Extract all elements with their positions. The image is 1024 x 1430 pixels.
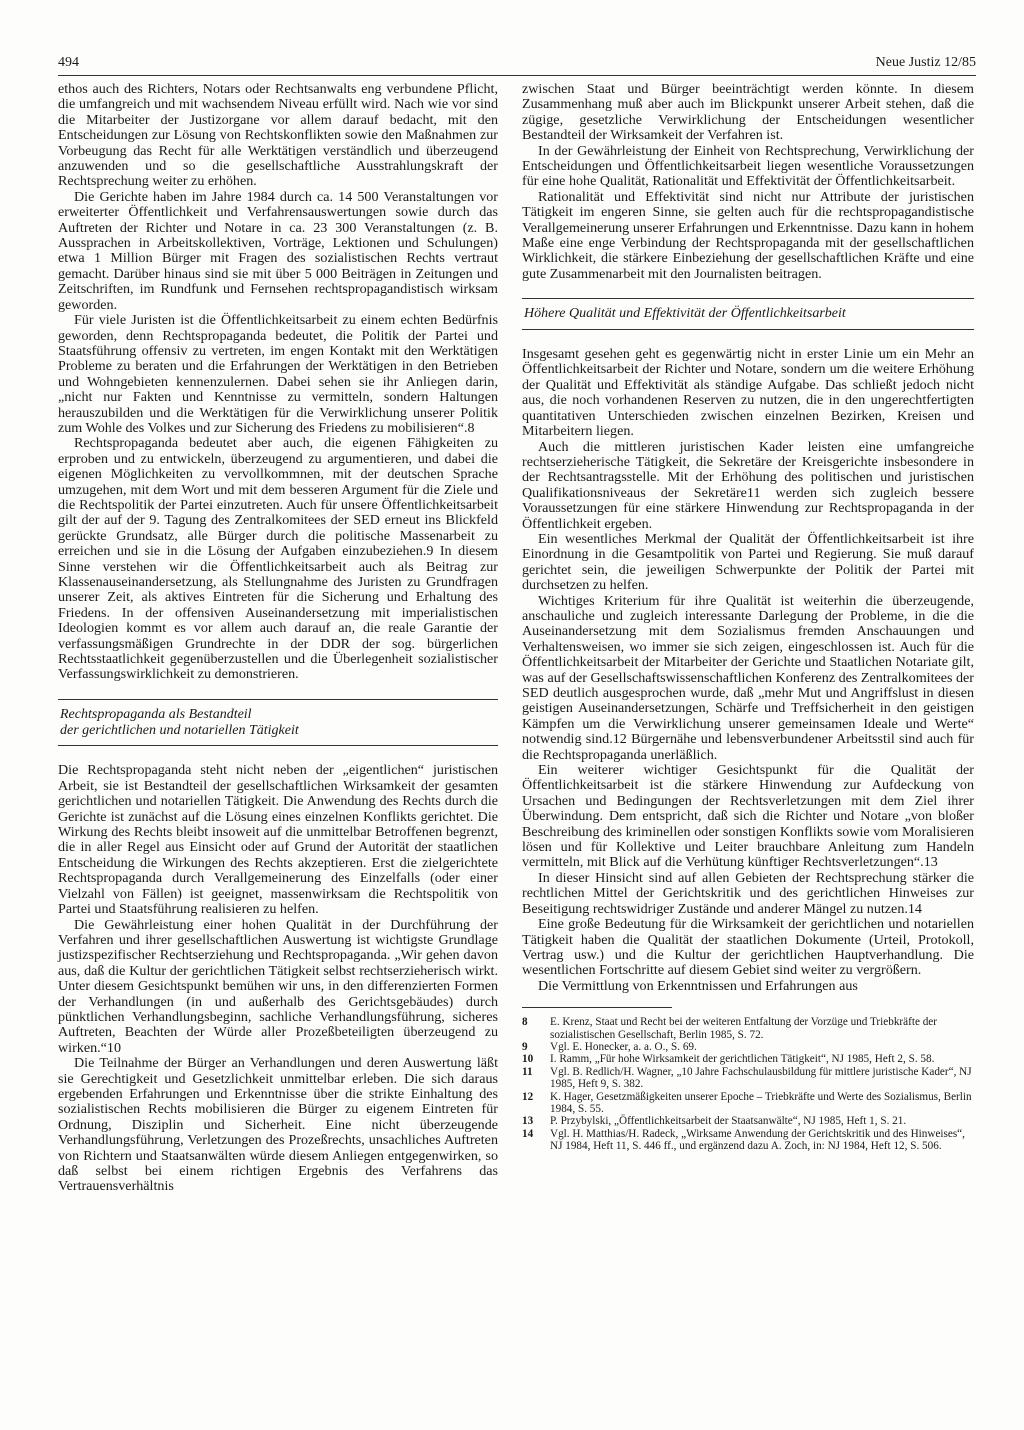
paragraph: Eine große Bedeutung für die Wirksamkeit der gerichtlichen und notariellen Tätigkeit haben die Qualität der staatlichen Dokumente (Urteil, Protokoll, Vertrag usw.) und die Kultur der gerichtlichen Hauptverhandlung. Die wesentlichen Fortschritte auf diesem Gebiet sind weiter zu vergrößern. <box>522 916 974 979</box>
left-column <box>58 82 498 1195</box>
paragraph: Ein wesentliches Merkmal der Qualität der Öffentlichkeitsarbeit ist ihre Einordnung in die Gesamtpolitik von Partei und Regierung. Sie muß darauf gerichtet sein, die jeweiligen Schwerpunkte der Politik der Partei mit durchsetzen zu helfen. <box>522 530 974 594</box>
footnote <box>522 1016 974 1041</box>
footnote-text: K. Hager, Gesetzmäßigkeiten unserer Epoche – Triebkräfte und Werte des Sozialismus, Berlin 1984, S. 55. <box>550 1090 972 1115</box>
footnote-number: 14 <box>522 1127 534 1140</box>
footnote <box>522 1053 974 1065</box>
footnotes <box>522 1016 974 1152</box>
footnote-text: Vgl. E. Honecker, a. a. O., S. 69. <box>550 1040 697 1053</box>
footnote-text: E. Krenz, Staat und Recht bei der weiteren Entfaltung der Vorzüge und Triebkräfte der sozialistischen Gesellschaft, Berlin 1985, S. 72. <box>550 1016 937 1041</box>
paragraph: In der Gewährleistung der Einheit von Rechtsprechung, Verwirklichung der Entscheidungen und Öffentlichkeitsarbeit liegen wesentliche Voraussetzungen für eine hohe Qualität, Rationalität und Effektivität der Öffentlichkeitsarbeit. <box>522 142 974 190</box>
paragraph: Für viele Juristen ist die Öffentlichkeitsarbeit zu einem echten Bedürfnis geworden, denn Rechtspropaganda bedeutet, die Politik der Partei und Staatsführung offensiv zu vertreten, im engen Kontakt mit den Werktätigen Probleme zu beraten und die Erfahrungen der Werktätigen in den Betrieben und Wohngebieten kennenzulernen. Dabei sehen sie ihr Anliegen darin, „nicht nur Fakten und Kenntnisse zu vermitteln, sondern Haltungen herauszubilden und die Werktätigen für die Verwirklichung unserer Politik zum Wohle des Volkes und zur Sicherung des Friedens zu mobilisieren“.8 <box>58 312 498 436</box>
footnote <box>522 1066 974 1091</box>
footnote-number: 13 <box>522 1115 534 1128</box>
footnote-divider <box>522 1007 672 1008</box>
footnote <box>522 1128 974 1153</box>
journal-issue: Neue Justiz 12/85 <box>875 55 976 70</box>
footnote-number: 10 <box>522 1053 534 1066</box>
right-column <box>522 82 974 1153</box>
paragraph: Die Teilnahme der Bürger an Verhandlungen und deren Auswertung läßt sie Gerechtigkeit und Gesetzlichkeit unmittelbar erleben. Die sich daraus ergebenden Erfahrungen und Erkenntnisse über die strikte Einhaltung des sozialistischen Rechts mobilisieren die Bürger zu eigenem Eintreten für Ordnung, Disziplin und Sicherheit. Eine nicht überzeugende Verhandlungsführung, Verletzungen des Prozeßrechts, unsachliches Auftreten von Richtern und Staatsanwälten würde diesem Anliegen entgegenwirken, so daß selbst bei einem richtigen Ergebnis des Verfahrens das Vertrauensverhältnis <box>58 1055 498 1195</box>
footnote-number: 8 <box>522 1016 528 1029</box>
footnote-text: Vgl. H. Matthias/H. Radeck, „Wirksame Anwendung der Gerichtskritik und des Hinweises“, NJ 1984, Heft 11, S. 446 ff., und ergänzend dazu A. Zoch, in: NJ 1984, Heft 12, S. 506. <box>550 1127 965 1153</box>
paragraph: Wichtiges Kriterium für ihre Qualität ist weiterhin die überzeugende, anschauliche und zugleich interessante Darlegung der Probleme, in die die Auseinandersetzung mit dem Sozialismus fremden Anschauungen und Verhaltensweisen, wo immer sie sich zeigen, eingeschlossen ist. Auch für die Öffentlichkeitsarbeit der Mitarbeiter der Gerichte und Staatlichen Notariate gilt, was auf der Gesellschaftswissenschaftlichen Konferenz des Zentralkomitees der SED deutlich ausgesprochen wurde, daß „mehr Mut und Angriffslust in diesen geistigen Auseinandersetzungen, Schärfe und Treffsicherheit in den geistigen Kämpfen um die Verwirklichung unserer gemeinsamen Ideale und Werte“ notwendig sind.12 Bürgernähe und lebensverbundener Arbeitsstil sind auch für die Rechtspropaganda unerläßlich. <box>522 592 974 763</box>
footnote-number: 9 <box>522 1040 528 1053</box>
paragraph: ethos auch des Richters, Notars oder Rechtsanwalts eng verbundene Pflicht, die umfangreich und mit wachsendem Niveau erfüllt wird. Nach wie vor sind die Mitarbeiter der Justizorgane vor allem darauf bedacht, mit den Entscheidungen zur Lösung von Rechtskonflikten sowie den Maßnahmen zur Vorbeugung das Recht für alle Werktätigen verständlich und überzeugend anzuwenden und so die gesellschaftliche Ausstrahlungskraft der Rechtsprechung weiter zu erhöhen. <box>58 81 498 190</box>
footnote <box>522 1091 974 1116</box>
footnote <box>522 1115 974 1127</box>
paragraph: Die Gewährleistung einer hohen Qualität in der Durchführung der Verfahren und ihrer gesellschaftlichen Auswertung ist wichtigste Grundlage justizspezifischer Rechtserziehung und Rechtspropaganda. „Wir gehen davon aus, daß die Kultur der gerichtlichen Tätigkeit selbst rechtserzieherisch wirkt. Unter diesem Gesichtspunkt bemühen wir uns, in den differenzierten Formen der Verhandlungen (in und außerhalb des Gerichtsgebäudes) durch pünktlichen Verhandlungsbeginn, sachliche Verhandlungsführung, sicheres Auftreten, Beachten der Würde aller Prozeßbeteiligten überzeugend zu wirken.“10 <box>58 916 498 1056</box>
paragraph: Die Gerichte haben im Jahre 1984 durch ca. 14 500 Veranstaltungen vor erweiterter Öffentlichkeit und Verfahrensauswertungen sowie durch das Auftreten der Richter und Notare in ca. 23 300 Veranstaltungen (z. B. Aussprachen in Arbeitskollektiven, Vorträge, Lektionen und Schulungen) etwa 1 Million Bürger mit Fragen des sozialistischen Rechts vertraut gemacht. Darüber hinaus sind sie mit über 5 000 Beiträgen in Zeitungen und Zeitschriften, im Rundfunk und Fernsehen rechtspropagandistisch wirksam geworden. <box>58 188 498 313</box>
page-header <box>58 52 976 76</box>
footnote <box>522 1041 974 1053</box>
paragraph: Die Rechtspropaganda steht nicht neben der „eigentlichen“ juristischen Arbeit, sie ist Bestandteil der gesellschaftlichen Wirksamkeit der gesamten gerichtlichen und notariellen Tätigkeit. Die Anwendung des Rechts durch die Gerichte ist zunächst auf die Lösung eines einzelnen Konflikts gerichtet. Die Wirkung des Rechts bleibt insoweit auf die unmittelbar Betroffenen begrenzt, die in aller Regel aus Einsicht oder auf Grund der Autorität der staatlichen Entscheidung die Wirkungen des Rechts akzeptieren. Erst die zielgerichtete Rechtspropaganda durch Verallgemeinerung des Einzelfalls (oder einer Vielzahl von Fällen) ist geeignet, massenwirksam die Rechtspolitik von Partei und Staatsführung realisieren zu helfen. <box>58 762 498 918</box>
section-heading-line: der gerichtlichen und notariellen Tätigkeit <box>60 722 299 738</box>
footnote-text: Vgl. B. Redlich/H. Wagner, „10 Jahre Fachschulausbildung für mittlere juristische Kader“, NJ 1985, Heft 9, S. 382. <box>550 1065 972 1091</box>
section-heading-line: Höhere Qualität und Effektivität der Öffentlichkeitsarbeit <box>524 306 846 322</box>
footnote-text: I. Ramm, „Für hohe Wirksamkeit der gerichtlichen Tätigkeit“, NJ 1985, Heft 2, S. 58. <box>550 1053 935 1066</box>
paragraph: zwischen Staat und Bürger beeinträchtigt werden könnte. In diesem Zusammenhang muß aber auch im Blickpunkt unserer Arbeit stehen, daß die zügige, gesetzliche Verwirklichung der Entscheidungen wesentlicher Bestandteil der Wirksamkeit der Verfahren ist. <box>522 81 974 144</box>
paragraph: Rechtspropaganda bedeutet aber auch, die eigenen Fähigkeiten zu erproben und zu entwickeln, überzeugend zu argumentieren, und dabei die eigenen Möglichkeiten zu vervollkommnen, mit der deutschen Sprache umzugehen, mit dem Wort und mit dem besseren Argument für die Ziele und die Rechtspolitik der Partei einzutreten. Auch für unsere Öffentlichkeitsarbeit gilt der auf der 9. Tagung des Zentralkomitees der SED erneut ins Blickfeld gerückte Grundsatz, alle Bürger durch die politische Massenarbeit zu erreichen und sie in die Lösung der Aufgaben einzubeziehen.9 In diesem Sinne verstehen wir die Öffentlichkeitsarbeit auch als Beitrag zur Klassenauseinandersetzung, als Stellungnahme des Juristen zu Grundfragen unserer Zeit, als aktives Eintreten für die Sicherung und Erhaltung des Friedens. In der offensiven Auseinandersetzung mit imperialistischen Ideologien kommt es vor allem auch darauf an, die reale Garantie der verfassungsmäßigen Grundrechte in der DDR der sog. bürgerlichen Rechtsstaatlichkeit gegenüberzustellen und die Überlegenheit sozialistischer Verfassungswirklichkeit zu demonstrieren. <box>58 435 498 683</box>
section-heading-line: Rechtspropaganda als Bestandteil <box>60 706 252 722</box>
footnote-number: 11 <box>522 1065 533 1078</box>
footnote-number: 12 <box>522 1090 534 1103</box>
section-heading-rechtspropaganda <box>58 699 498 747</box>
paragraph: Auch die mittleren juristischen Kader leisten eine umfangreiche rechtserzieherische Tätigkeit, die Sekretäre der Kreisgerichte insbesondere in der Rechtsantragsstelle. Mit der Erhöhung des politischen und juristischen Qualifikationsniveaus der Sekretäre11 werden sich zugleich bessere Voraussetzungen für eine stärkere Hinwendung zur Rechtspropaganda in der Öffentlichkeit ergeben. <box>522 438 974 532</box>
paragraph: Die Vermittlung von Erkenntnissen und Erfahrungen aus <box>538 977 858 994</box>
paragraph: Ein weiterer wichtiger Gesichtspunkt für die Qualität der Öffentlichkeitsarbeit ist die stärkere Hinwendung zur Aufdeckung von Ursachen und Bedingungen der Rechtsverletzungen mit dem Ziel ihrer Überwindung. Dem entspricht, daß sich die Richter und Notare „von bloßer Beschreibung des kriminellen oder sonstigen Konflikts sowie vom Moralisieren lösen und für Kollektive und Leiter brauchbare Anleitung zum Handeln vermitteln, mit Blick auf die Verhütung künftiger Rechtsverletzungen“.13 <box>522 762 974 871</box>
paragraph: Rationalität und Effektivität sind nicht nur Attribute der juristischen Tätigkeit im engeren Sinne, sie gelten auch für die rechtspropagandistische Verallgemeinerung unserer Erfahrungen und Erkenntnisse. Dazu kann in hohem Maße eine enge Verbindung der Rechtspropaganda mit der gesellschaftlichen Wirklichkeit, die stärkere Einbeziehung der gesellschaftlichen Kräfte und eine gute Zusammenarbeit mit den Journalisten beitragen. <box>522 188 974 282</box>
page-number: 494 <box>58 55 79 70</box>
paragraph: Insgesamt gesehen geht es gegenwärtig nicht in erster Linie um ein Mehr an Öffentlichkeitsarbeit der Richter und Notare, sondern um die weitere Erhöhung der Qualität und Effektivität als ständige Aufgabe. Das schließt jedoch nicht aus, die noch vorhandenen Reserven zu nutzen, die in den ungerechtfertigten quantitativen Unterschieden zwischen einzelnen Bezirken, Kreisen und Mitarbeitern liegen. <box>522 346 974 440</box>
section-heading-qualitaet <box>522 298 974 330</box>
paragraph: In dieser Hinsicht sind auf allen Gebieten der Rechtsprechung stärker die rechtlichen Mittel der Gerichtskritik und des gerichtlichen Hinweises zur Beseitigung rechtswidriger Zustände und anderer Mängel zu nutzen.14 <box>522 869 974 917</box>
footnote-text: P. Przybylski, „Öffentlichkeitsarbeit der Staatsanwälte“, NJ 1985, Heft 1, S. 21. <box>550 1115 907 1128</box>
